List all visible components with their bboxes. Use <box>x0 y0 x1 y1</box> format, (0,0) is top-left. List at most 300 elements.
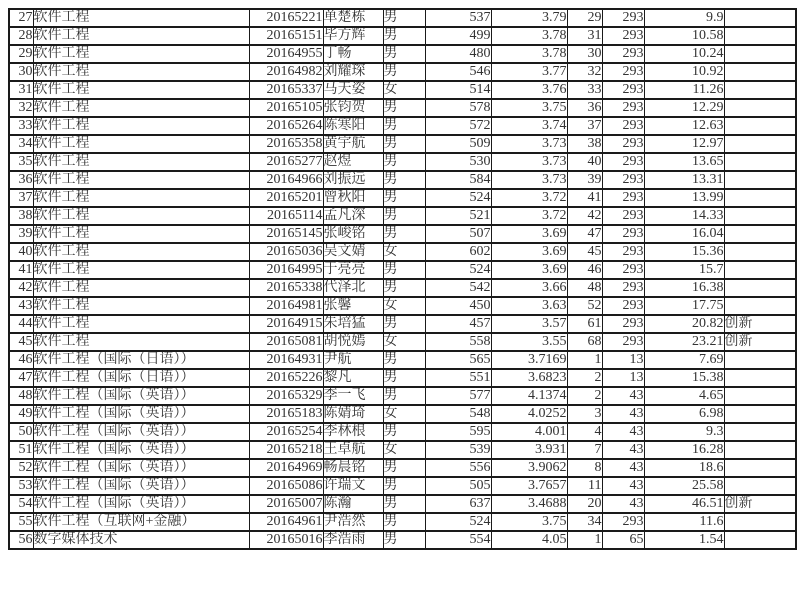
cell-percent: 12.29 <box>644 99 724 117</box>
document-page <box>0 8 798 608</box>
cell-major: 软件工程（国际（英语）） <box>33 477 249 495</box>
cell-note: 创新 <box>724 333 796 351</box>
cell-name: 张馨 <box>323 297 383 315</box>
table-row <box>9 63 796 81</box>
cell-score: 450 <box>425 297 491 315</box>
cell-major: 软件工程 <box>33 9 249 27</box>
cell-gpa: 3.75 <box>491 513 567 531</box>
cell-rank: 47 <box>567 225 602 243</box>
cell-note <box>724 297 796 315</box>
cell-row-number: 38 <box>9 207 33 225</box>
cell-rank: 52 <box>567 297 602 315</box>
cell-cohort-size: 293 <box>602 171 644 189</box>
table-row <box>9 9 796 27</box>
table-row <box>9 99 796 117</box>
cell-score: 546 <box>425 63 491 81</box>
table-row <box>9 405 796 423</box>
cell-percent: 18.6 <box>644 459 724 477</box>
cell-gender: 男 <box>383 63 425 81</box>
cell-student-id: 20165218 <box>249 441 323 459</box>
cell-gpa: 3.78 <box>491 45 567 63</box>
cell-score: 499 <box>425 27 491 45</box>
cell-cohort-size: 293 <box>602 513 644 531</box>
cell-row-number: 34 <box>9 135 33 153</box>
cell-percent: 15.7 <box>644 261 724 279</box>
cell-cohort-size: 293 <box>602 279 644 297</box>
cell-gender: 男 <box>383 477 425 495</box>
cell-major: 软件工程 <box>33 81 249 99</box>
cell-student-id: 20165329 <box>249 387 323 405</box>
cell-rank: 41 <box>567 189 602 207</box>
cell-cohort-size: 43 <box>602 423 644 441</box>
cell-major: 软件工程 <box>33 27 249 45</box>
cell-row-number: 45 <box>9 333 33 351</box>
cell-gender: 女 <box>383 81 425 99</box>
cell-name: 许瑞文 <box>323 477 383 495</box>
cell-name: 张钧贺 <box>323 99 383 117</box>
cell-student-id: 20165277 <box>249 153 323 171</box>
cell-student-id: 20165337 <box>249 81 323 99</box>
cell-note <box>724 135 796 153</box>
cell-note <box>724 243 796 261</box>
cell-note <box>724 405 796 423</box>
cell-major: 软件工程 <box>33 261 249 279</box>
cell-note <box>724 9 796 27</box>
cell-percent: 11.6 <box>644 513 724 531</box>
cell-rank: 48 <box>567 279 602 297</box>
cell-gpa: 3.57 <box>491 315 567 333</box>
cell-gender: 男 <box>383 369 425 387</box>
cell-major: 软件工程 <box>33 99 249 117</box>
cell-rank: 36 <box>567 99 602 117</box>
cell-gender: 男 <box>383 153 425 171</box>
cell-student-id: 20164969 <box>249 459 323 477</box>
cell-cohort-size: 293 <box>602 9 644 27</box>
cell-row-number: 54 <box>9 495 33 513</box>
cell-score: 551 <box>425 369 491 387</box>
cell-gpa: 3.69 <box>491 261 567 279</box>
cell-rank: 68 <box>567 333 602 351</box>
cell-note <box>724 81 796 99</box>
cell-score: 507 <box>425 225 491 243</box>
cell-rank: 40 <box>567 153 602 171</box>
cell-rank: 2 <box>567 387 602 405</box>
cell-row-number: 35 <box>9 153 33 171</box>
cell-cohort-size: 293 <box>602 153 644 171</box>
cell-name: 张峻铭 <box>323 225 383 243</box>
cell-rank: 29 <box>567 9 602 27</box>
table-row <box>9 261 796 279</box>
cell-cohort-size: 43 <box>602 405 644 423</box>
cell-row-number: 53 <box>9 477 33 495</box>
cell-gpa: 3.69 <box>491 225 567 243</box>
cell-gpa: 3.73 <box>491 153 567 171</box>
cell-percent: 17.75 <box>644 297 724 315</box>
cell-row-number: 27 <box>9 9 33 27</box>
table-row <box>9 225 796 243</box>
cell-row-number: 41 <box>9 261 33 279</box>
cell-rank: 38 <box>567 135 602 153</box>
cell-major: 软件工程 <box>33 45 249 63</box>
cell-gpa: 3.6823 <box>491 369 567 387</box>
cell-percent: 10.92 <box>644 63 724 81</box>
cell-gender: 男 <box>383 315 425 333</box>
cell-student-id: 20164961 <box>249 513 323 531</box>
cell-gender: 男 <box>383 225 425 243</box>
cell-gpa: 4.0252 <box>491 405 567 423</box>
cell-score: 521 <box>425 207 491 225</box>
cell-rank: 61 <box>567 315 602 333</box>
cell-student-id: 20165145 <box>249 225 323 243</box>
cell-major: 软件工程（国际（日语）） <box>33 351 249 369</box>
cell-note <box>724 369 796 387</box>
cell-major: 软件工程 <box>33 225 249 243</box>
cell-student-id: 20165151 <box>249 27 323 45</box>
cell-score: 556 <box>425 459 491 477</box>
cell-major: 软件工程 <box>33 243 249 261</box>
cell-note: 创新 <box>724 495 796 513</box>
cell-name: 尹浩然 <box>323 513 383 531</box>
cell-name: 朱培猛 <box>323 315 383 333</box>
cell-cohort-size: 293 <box>602 207 644 225</box>
cell-row-number: 28 <box>9 27 33 45</box>
cell-percent: 16.38 <box>644 279 724 297</box>
cell-major: 软件工程 <box>33 117 249 135</box>
cell-row-number: 32 <box>9 99 33 117</box>
cell-gender: 女 <box>383 405 425 423</box>
cell-note <box>724 45 796 63</box>
cell-rank: 46 <box>567 261 602 279</box>
cell-name: 单楚栋 <box>323 9 383 27</box>
cell-row-number: 40 <box>9 243 33 261</box>
cell-note <box>724 153 796 171</box>
cell-note: 创新 <box>724 315 796 333</box>
cell-cohort-size: 293 <box>602 297 644 315</box>
cell-percent: 23.21 <box>644 333 724 351</box>
cell-note <box>724 387 796 405</box>
cell-cohort-size: 293 <box>602 243 644 261</box>
cell-rank: 34 <box>567 513 602 531</box>
cell-gpa: 3.73 <box>491 171 567 189</box>
cell-name: 曾秋阳 <box>323 189 383 207</box>
cell-gender: 男 <box>383 117 425 135</box>
cell-cohort-size: 13 <box>602 369 644 387</box>
table-row <box>9 135 796 153</box>
cell-row-number: 49 <box>9 405 33 423</box>
cell-gender: 男 <box>383 135 425 153</box>
table-row <box>9 459 796 477</box>
cell-gender: 男 <box>383 45 425 63</box>
table-row <box>9 117 796 135</box>
cell-student-id: 20165201 <box>249 189 323 207</box>
cell-student-id: 20165183 <box>249 405 323 423</box>
cell-student-id: 20165081 <box>249 333 323 351</box>
cell-percent: 15.38 <box>644 369 724 387</box>
cell-row-number: 33 <box>9 117 33 135</box>
cell-percent: 9.3 <box>644 423 724 441</box>
cell-rank: 31 <box>567 27 602 45</box>
cell-row-number: 42 <box>9 279 33 297</box>
cell-student-id: 20164931 <box>249 351 323 369</box>
ranking-table-body <box>9 9 796 549</box>
cell-gpa: 3.79 <box>491 9 567 27</box>
cell-percent: 6.98 <box>644 405 724 423</box>
cell-gpa: 3.73 <box>491 135 567 153</box>
cell-percent: 11.26 <box>644 81 724 99</box>
cell-percent: 14.33 <box>644 207 724 225</box>
cell-major: 软件工程 <box>33 135 249 153</box>
cell-note <box>724 261 796 279</box>
cell-rank: 32 <box>567 63 602 81</box>
cell-name: 于亮亮 <box>323 261 383 279</box>
cell-cohort-size: 43 <box>602 441 644 459</box>
cell-name: 李林根 <box>323 423 383 441</box>
cell-cohort-size: 293 <box>602 117 644 135</box>
cell-cohort-size: 293 <box>602 261 644 279</box>
cell-student-id: 20164955 <box>249 45 323 63</box>
cell-major: 软件工程 <box>33 333 249 351</box>
cell-cohort-size: 293 <box>602 315 644 333</box>
cell-rank: 1 <box>567 531 602 549</box>
cell-score: 537 <box>425 9 491 27</box>
cell-student-id: 20164966 <box>249 171 323 189</box>
cell-cohort-size: 293 <box>602 27 644 45</box>
cell-cohort-size: 293 <box>602 225 644 243</box>
cell-gpa: 3.76 <box>491 81 567 99</box>
cell-score: 558 <box>425 333 491 351</box>
cell-note <box>724 63 796 81</box>
cell-major: 软件工程 <box>33 297 249 315</box>
cell-name: 李浩雨 <box>323 531 383 549</box>
cell-student-id: 20165264 <box>249 117 323 135</box>
cell-student-id: 20165086 <box>249 477 323 495</box>
cell-gender: 男 <box>383 423 425 441</box>
cell-gpa: 4.1374 <box>491 387 567 405</box>
cell-row-number: 51 <box>9 441 33 459</box>
cell-score: 595 <box>425 423 491 441</box>
cell-major: 软件工程（国际（英语）） <box>33 459 249 477</box>
cell-row-number: 47 <box>9 369 33 387</box>
cell-name: 赵煜 <box>323 153 383 171</box>
cell-note <box>724 477 796 495</box>
table-row <box>9 477 796 495</box>
cell-rank: 7 <box>567 441 602 459</box>
cell-score: 565 <box>425 351 491 369</box>
table-row <box>9 207 796 225</box>
cell-note <box>724 441 796 459</box>
cell-note <box>724 117 796 135</box>
cell-name: 李一飞 <box>323 387 383 405</box>
cell-percent: 13.65 <box>644 153 724 171</box>
cell-score: 509 <box>425 135 491 153</box>
cell-score: 457 <box>425 315 491 333</box>
cell-row-number: 56 <box>9 531 33 549</box>
cell-score: 480 <box>425 45 491 63</box>
table-row <box>9 369 796 387</box>
cell-student-id: 20165114 <box>249 207 323 225</box>
cell-rank: 20 <box>567 495 602 513</box>
cell-name: 马天姿 <box>323 81 383 99</box>
cell-score: 577 <box>425 387 491 405</box>
cell-name: 吴文婧 <box>323 243 383 261</box>
table-row <box>9 45 796 63</box>
table-row <box>9 531 796 549</box>
cell-score: 554 <box>425 531 491 549</box>
cell-gender: 女 <box>383 297 425 315</box>
cell-note <box>724 99 796 117</box>
cell-gender: 男 <box>383 387 425 405</box>
cell-name: 毕方辉 <box>323 27 383 45</box>
cell-percent: 9.9 <box>644 9 724 27</box>
cell-student-id: 20164995 <box>249 261 323 279</box>
cell-note <box>724 423 796 441</box>
cell-major: 软件工程（国际（英语）） <box>33 387 249 405</box>
cell-gpa: 3.69 <box>491 243 567 261</box>
cell-major: 软件工程 <box>33 279 249 297</box>
cell-gender: 女 <box>383 441 425 459</box>
cell-student-id: 20165254 <box>249 423 323 441</box>
cell-name: 代泽北 <box>323 279 383 297</box>
cell-gpa: 3.72 <box>491 189 567 207</box>
cell-name: 刘耀琛 <box>323 63 383 81</box>
cell-rank: 39 <box>567 171 602 189</box>
cell-student-id: 20165007 <box>249 495 323 513</box>
cell-percent: 10.24 <box>644 45 724 63</box>
cell-gender: 女 <box>383 333 425 351</box>
cell-gpa: 3.78 <box>491 27 567 45</box>
cell-percent: 16.28 <box>644 441 724 459</box>
cell-major: 数字媒体技术 <box>33 531 249 549</box>
cell-percent: 10.58 <box>644 27 724 45</box>
cell-name: 孟凡深 <box>323 207 383 225</box>
cell-note <box>724 189 796 207</box>
cell-score: 637 <box>425 495 491 513</box>
cell-gpa: 3.55 <box>491 333 567 351</box>
cell-name: 王卓航 <box>323 441 383 459</box>
cell-gender: 男 <box>383 279 425 297</box>
cell-score: 505 <box>425 477 491 495</box>
cell-score: 530 <box>425 153 491 171</box>
cell-rank: 42 <box>567 207 602 225</box>
cell-cohort-size: 43 <box>602 495 644 513</box>
cell-cohort-size: 43 <box>602 387 644 405</box>
cell-percent: 12.97 <box>644 135 724 153</box>
cell-percent: 25.58 <box>644 477 724 495</box>
cell-name: 黎凡 <box>323 369 383 387</box>
cell-percent: 7.69 <box>644 351 724 369</box>
cell-major: 软件工程（互联网+金融） <box>33 513 249 531</box>
cell-rank: 2 <box>567 369 602 387</box>
cell-gpa: 3.77 <box>491 63 567 81</box>
cell-row-number: 31 <box>9 81 33 99</box>
cell-name: 陈婧琦 <box>323 405 383 423</box>
cell-percent: 46.51 <box>644 495 724 513</box>
cell-note <box>724 207 796 225</box>
cell-gender: 女 <box>383 243 425 261</box>
cell-row-number: 36 <box>9 171 33 189</box>
cell-note <box>724 513 796 531</box>
table-row <box>9 387 796 405</box>
cell-row-number: 46 <box>9 351 33 369</box>
cell-percent: 4.65 <box>644 387 724 405</box>
cell-rank: 37 <box>567 117 602 135</box>
cell-major: 软件工程（国际（英语）） <box>33 495 249 513</box>
cell-percent: 15.36 <box>644 243 724 261</box>
cell-major: 软件工程（国际（日语）） <box>33 369 249 387</box>
cell-percent: 12.63 <box>644 117 724 135</box>
table-row <box>9 27 796 45</box>
cell-percent: 16.04 <box>644 225 724 243</box>
cell-cohort-size: 43 <box>602 459 644 477</box>
cell-major: 软件工程 <box>33 171 249 189</box>
cell-gpa: 3.9062 <box>491 459 567 477</box>
cell-score: 578 <box>425 99 491 117</box>
cell-row-number: 44 <box>9 315 33 333</box>
cell-gpa: 3.7169 <box>491 351 567 369</box>
cell-rank: 11 <box>567 477 602 495</box>
cell-row-number: 29 <box>9 45 33 63</box>
cell-rank: 8 <box>567 459 602 477</box>
cell-score: 524 <box>425 261 491 279</box>
cell-row-number: 30 <box>9 63 33 81</box>
cell-major: 软件工程 <box>33 207 249 225</box>
student-ranking-table <box>8 8 797 550</box>
cell-score: 548 <box>425 405 491 423</box>
table-row <box>9 279 796 297</box>
cell-major: 软件工程（国际（英语）） <box>33 423 249 441</box>
cell-score: 572 <box>425 117 491 135</box>
table-row <box>9 441 796 459</box>
table-row <box>9 351 796 369</box>
cell-cohort-size: 43 <box>602 477 644 495</box>
cell-student-id: 20165105 <box>249 99 323 117</box>
cell-gender: 男 <box>383 531 425 549</box>
cell-note <box>724 531 796 549</box>
cell-gpa: 3.66 <box>491 279 567 297</box>
cell-cohort-size: 293 <box>602 99 644 117</box>
cell-rank: 3 <box>567 405 602 423</box>
cell-row-number: 43 <box>9 297 33 315</box>
cell-note <box>724 279 796 297</box>
cell-row-number: 39 <box>9 225 33 243</box>
cell-row-number: 48 <box>9 387 33 405</box>
table-row <box>9 81 796 99</box>
cell-cohort-size: 293 <box>602 189 644 207</box>
cell-rank: 45 <box>567 243 602 261</box>
cell-gender: 男 <box>383 9 425 27</box>
cell-row-number: 37 <box>9 189 33 207</box>
cell-rank: 30 <box>567 45 602 63</box>
cell-cohort-size: 293 <box>602 63 644 81</box>
cell-gpa: 3.72 <box>491 207 567 225</box>
table-row <box>9 243 796 261</box>
cell-student-id: 20165221 <box>249 9 323 27</box>
cell-student-id: 20165036 <box>249 243 323 261</box>
cell-name: 丁畅 <box>323 45 383 63</box>
table-row <box>9 513 796 531</box>
table-row <box>9 423 796 441</box>
cell-score: 542 <box>425 279 491 297</box>
cell-gpa: 3.74 <box>491 117 567 135</box>
cell-name: 陈寒阳 <box>323 117 383 135</box>
cell-note <box>724 459 796 477</box>
cell-note <box>724 27 796 45</box>
cell-gpa: 3.4688 <box>491 495 567 513</box>
cell-percent: 1.54 <box>644 531 724 549</box>
cell-name: 胡悦嫣 <box>323 333 383 351</box>
cell-cohort-size: 293 <box>602 81 644 99</box>
cell-gender: 男 <box>383 459 425 477</box>
